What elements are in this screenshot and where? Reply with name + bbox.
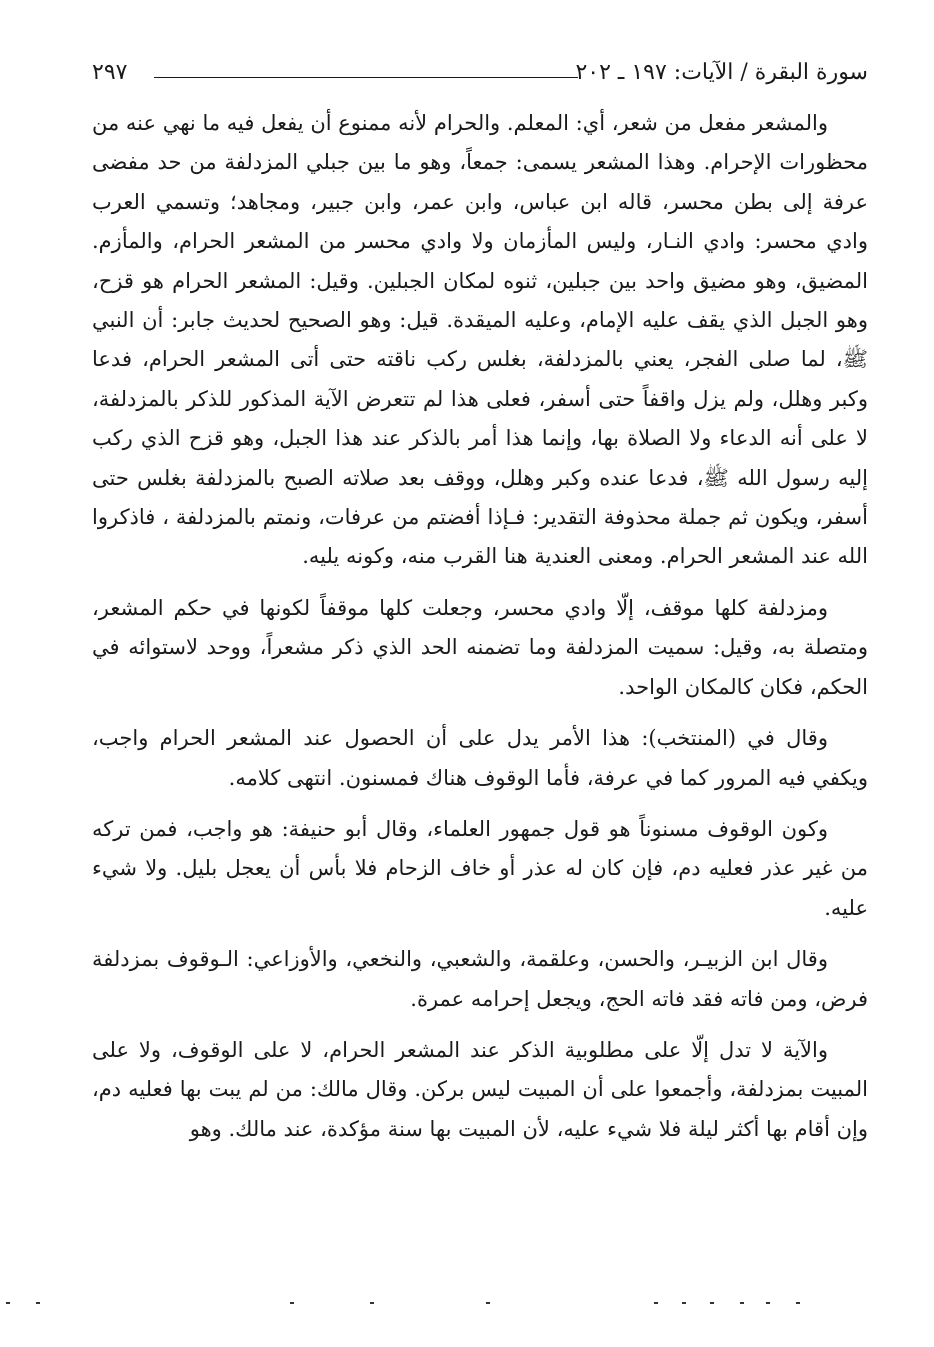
paragraph: وقال ابن الزبيـر، والحسن، وعلقمة، والشعبي، والنخعي، والأوزاعي: الـوقوف بمزدلفة فرض، ومن فاته فقد فاته الحج، ويجعل إحرامه عمرة. <box>92 947 868 1011</box>
scan-dot <box>290 1302 294 1304</box>
scan-dot <box>710 1302 714 1304</box>
scan-dot <box>654 1302 658 1304</box>
paragraph: والآية لا تدل إلّا على مطلوبية الذكر عند المشعر الحرام، لا على الوقوف، ولا على المبيت بمزدلفة، وأجمعوا على أن المبيت ليس بركن. وقال مالك: من لم يبت بها فعليه دم، وإن أقام بها أكثر ليلة فلا شيء عليه، لأن المبيت بها سنة مؤكدة، عند مالك. وهو <box>92 1037 868 1141</box>
scan-artifacts <box>0 1302 934 1312</box>
paragraph: ومزدلفة كلها موقف، إلّا وادي محسر، وجعلت كلها موقفاً لكونها في حكم المشعر، ومتصلة به، وقيل: سميت المزدلفة وما تضمنه الحد الذي ذكر مشعراً، ووحد لاستوائه في الحكم، فكان كالمكان الواحد. <box>92 595 868 699</box>
scan-dot <box>682 1302 686 1304</box>
running-header <box>92 58 868 92</box>
header-title: سورة البقرة / الآيات: ١٩٧ ـ ٢٠٢ <box>575 60 868 85</box>
scan-dot <box>796 1302 800 1304</box>
paragraph: وكون الوقوف مسنوناً هو قول جمهور العلماء، وقال أبو حنيفة: هو واجب، فمن تركه من غير عذر فعليه دم، فإن كان له عذر أو خاف الزحام فلا بأس أن يعجل بليل. ولا شيء عليه. <box>92 816 868 920</box>
page-number: ٢٩٧ <box>92 60 128 85</box>
body-text <box>92 104 868 1161</box>
scan-dot <box>36 1302 40 1304</box>
paragraph: والمشعر مفعل من شعر، أي: المعلم. والحرام لأنه ممنوع أن يفعل فيه ما نهي عنه من محظورات الإحرام. وهذا المشعر يسمى: جمعاً، وهو ما بين جبلي المزدلفة من حد مفضى عرفة إلى بطن محسر، قاله ابن عباس، وابن عمر، وابن جبير، ومجاهد؛ وتسمي العرب وادي محسر: وادي النـار، وليس المأزمان ولا وادي محسر من المشعر الحرام، والمأزم. المضيق، وهو مضيق واحد بين جبلين، ثنوه لمكان الجبلين. وقيل: المشعر الحرام هو قزح، وهو الجبل الذي يقف عليه الإمام، وعليه الميقدة. قيل: وهو الصحيح لحديث جابر: أن النبي ﷺ، لما صلى الفجر، يعني بالمزدلفة، بغلس ركب ناقته حتى أتى المشعر الحرام، فدعا وكبر وهلل، ولم يزل واقفاً حتى أسفر، فعلى هذا لم تتعرض الآية المذكور للذكر بالمزدلفة، لا على أنه الدعاء ولا الصلاة بها، وإنما هذا أمر بالذكر عند هذا الجبل، وهو قزح الذي ركب إليه رسول الله ﷺ، فدعا عنده وكبر وهلل، ووقف بعد صلاته الصبح بالمزدلفة بغلس حتى أسفر، ويكون ثم جملة محذوفة التقدير: فـإذا أفضتم من عرفات، ونمتم بالمزدلفة ، فاذكروا الله عند المشعر الحرام. ومعنى العندية هنا القرب منه، وكونه يليه. <box>92 111 868 569</box>
header-rule <box>154 77 578 78</box>
paragraph: وقال في (المنتخب): هذا الأمر يدل على أن الحصول عند المشعر الحرام واجب، ويكفي فيه المرور كما في عرفة، فأما الوقوف هناك فمسنون. انتهى كلامه. <box>92 726 868 790</box>
scan-dot <box>370 1302 374 1304</box>
scan-dot <box>766 1302 770 1304</box>
scan-dot <box>486 1302 490 1304</box>
scan-dot <box>6 1302 10 1304</box>
scan-dot <box>740 1302 744 1304</box>
